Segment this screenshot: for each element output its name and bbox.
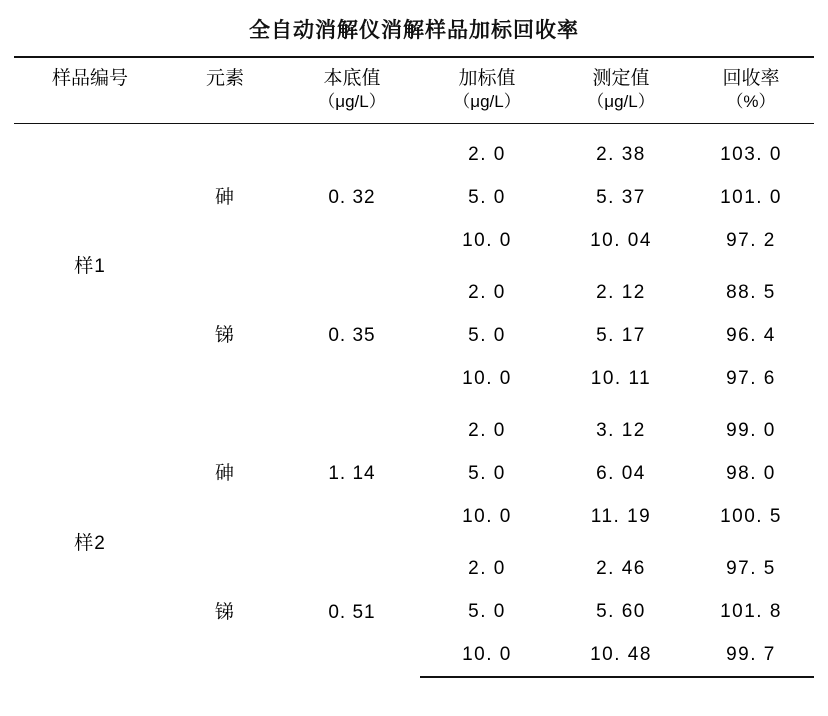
cell-recovery-rate: 99. 0 — [726, 420, 776, 441]
cell-base-value: 0. 35 — [328, 325, 376, 346]
cell-spike-value: 2. 0 — [468, 420, 506, 441]
cell-spike-value: 5. 0 — [468, 463, 506, 484]
cell-measured-value: 2. 46 — [596, 558, 646, 579]
spacer-cell — [420, 400, 554, 409]
spacer-cell — [420, 124, 554, 134]
column-header-spike-value — [420, 57, 554, 124]
cell-element: 锑 — [214, 325, 235, 346]
cell-spike-value: 5. 0 — [468, 601, 506, 622]
cell-measured-value: 11. 19 — [590, 506, 652, 527]
cell-recovery-rate: 101. 8 — [720, 601, 782, 622]
cell-spike-value: 10. 0 — [462, 368, 512, 389]
header-label: 本底值 — [323, 68, 381, 89]
header-label: 回收率 — [722, 68, 780, 89]
spacer-cell — [688, 262, 814, 271]
spacer-cell — [14, 124, 166, 134]
header-label: 元素 — [205, 68, 244, 89]
spacer-cell — [166, 262, 284, 271]
spacer-cell — [166, 124, 284, 134]
spacer-cell — [688, 400, 814, 409]
cell-base-value: 1. 14 — [328, 463, 376, 484]
cell-measured-value: 5. 37 — [596, 187, 646, 208]
cell-element: 砷 — [214, 463, 235, 484]
cell-recovery-rate: 88. 5 — [726, 282, 776, 303]
cell-measured-value: 2. 38 — [596, 144, 646, 165]
cell-spike-value: 10. 0 — [462, 506, 512, 527]
cell-measured-value: 2. 12 — [596, 282, 646, 303]
column-header-measured-value — [554, 57, 688, 124]
cell-measured-value: 3. 12 — [596, 420, 646, 441]
spacer-cell — [14, 400, 166, 409]
cell-measured-value: 10. 04 — [590, 230, 652, 251]
spacer-cell — [688, 538, 814, 547]
spacer-cell — [554, 538, 688, 547]
header-unit: （μg/L） — [318, 91, 386, 111]
spacer-cell — [166, 538, 284, 547]
header-label: 测定值 — [592, 68, 650, 89]
cell-recovery-rate: 96. 4 — [726, 325, 776, 346]
spacer-cell — [420, 262, 554, 271]
cell-recovery-rate: 101. 0 — [720, 187, 782, 208]
header-label: 加标值 — [458, 68, 516, 89]
cell-recovery-rate: 97. 5 — [726, 558, 776, 579]
cell-recovery-rate: 98. 0 — [726, 463, 776, 484]
table-row — [14, 409, 814, 452]
spacer-row — [14, 400, 814, 409]
cell-measured-value: 10. 11 — [590, 368, 652, 389]
spacer-cell — [554, 124, 688, 134]
cell-spike-value: 2. 0 — [468, 144, 506, 165]
cell-base-value: 0. 51 — [328, 601, 376, 623]
spacer-row — [14, 124, 814, 134]
cell-spike-value: 2. 0 — [468, 282, 506, 303]
spacer-cell — [688, 124, 814, 134]
cell-spike-value: 2. 0 — [468, 558, 506, 579]
cell-recovery-rate: 100. 5 — [720, 506, 782, 527]
spacer-cell — [284, 400, 420, 409]
header-unit: （μg/L） — [453, 91, 521, 111]
cell-element: 砷 — [214, 187, 235, 208]
cell-measured-value: 10. 48 — [554, 633, 688, 677]
spacer-cell — [284, 262, 420, 271]
cell-spike-value: 10. 0 — [462, 230, 512, 251]
table-body — [14, 124, 814, 678]
table-row — [14, 133, 814, 176]
page-title: 全自动消解仪消解样品加标回收率 — [249, 19, 579, 42]
spacer-cell — [284, 538, 420, 547]
cell-spike-value: 5. 0 — [468, 187, 506, 208]
cell-spike-value: 10. 0 — [420, 633, 554, 677]
cell-measured-value: 6. 04 — [596, 463, 646, 484]
header-unit: （%） — [726, 91, 776, 111]
header-label: 样品编号 — [51, 68, 128, 89]
cell-sample-name: 样2 — [74, 532, 106, 554]
spacer-cell — [166, 400, 284, 409]
spacer-cell — [554, 400, 688, 409]
column-header-element — [166, 57, 284, 124]
recovery-rate-table — [14, 56, 814, 678]
header-row — [14, 57, 814, 124]
cell-spike-value: 5. 0 — [468, 325, 506, 346]
table-header — [14, 57, 814, 124]
cell-base-value: 0. 32 — [328, 187, 376, 208]
cell-sample-name: 样1 — [74, 256, 106, 277]
column-header-recovery-rate — [688, 57, 814, 124]
header-unit: （μg/L） — [587, 91, 655, 111]
column-header-base-value — [284, 57, 420, 124]
cell-measured-value: 5. 17 — [596, 325, 646, 346]
cell-measured-value: 5. 60 — [596, 601, 646, 622]
spacer-cell — [554, 262, 688, 271]
spacer-cell — [284, 124, 420, 134]
cell-recovery-rate: 97. 2 — [726, 230, 776, 251]
cell-recovery-rate: 103. 0 — [720, 144, 782, 165]
column-header-sample-id — [14, 57, 166, 124]
cell-recovery-rate: 97. 6 — [726, 368, 776, 389]
cell-element: 锑 — [214, 601, 235, 623]
spacer-cell — [420, 538, 554, 547]
cell-recovery-rate: 99. 7 — [688, 633, 814, 677]
